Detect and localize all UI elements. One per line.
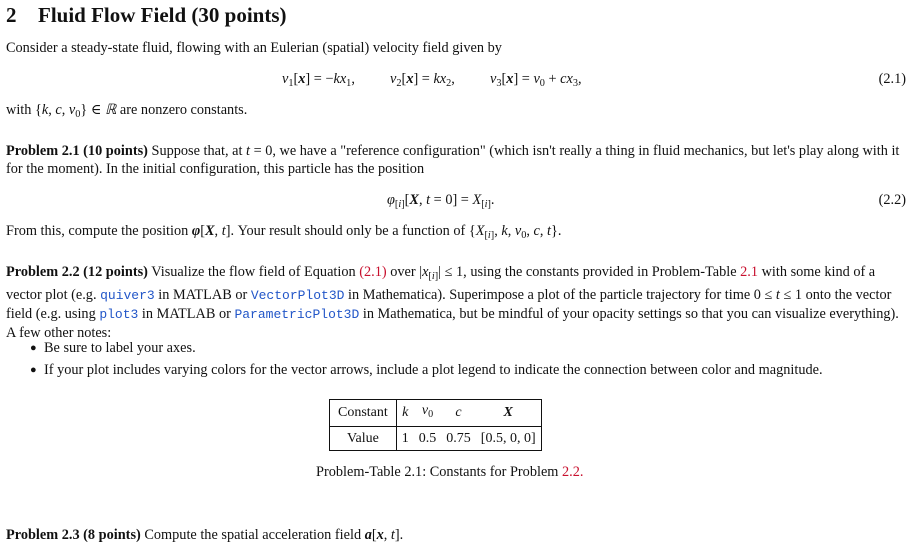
code-plot3: plot3 <box>99 307 139 323</box>
code-parametricplot3d: ParametricPlot3D <box>234 307 360 323</box>
equation-number-2-1: (2.1) <box>878 71 906 87</box>
problem-2-3-text: Problem 2.3 (8 points) Compute the spatial acceleration field a[x, t]. <box>6 527 404 543</box>
equation-velocity-field: $v_1[x] = -kx_1$, $v_2[x] = kx_2$, $v_3[x] = v_0 + cx_3$, <box>282 71 582 90</box>
table-caption: Problem-Table 2.1: Constants for Problem 2.2. <box>316 464 584 480</box>
problem-2-1-followup: From this, compute the position φ[X, t]. Your result should only be a function of {$X_{[i]}$, k, $v_0$, c, t}. <box>6 223 562 242</box>
table-row <box>330 400 542 427</box>
table-cell: 0.5 <box>414 427 442 451</box>
table-header-k: k <box>396 400 414 427</box>
table-cell: 0.75 <box>441 427 476 451</box>
code-vectorplot3d: VectorPlot3D <box>250 288 345 304</box>
problem-2-2-label: Problem 2.2 <box>6 264 80 280</box>
equation-ref-link[interactable]: (2.1) <box>359 264 387 280</box>
constants-statement: with {k, c, $v_0$} ∈ ℝ are nonzero constants. <box>6 102 248 121</box>
intro-text: Consider a steady-state fluid, flowing with an Eulerian (spatial) velocity field given by <box>6 40 502 56</box>
problem-2-3-label: Problem 2.3 <box>6 527 80 543</box>
table-header-constant: Constant <box>330 400 397 427</box>
section-heading <box>6 2 287 28</box>
section-number: 2 <box>6 3 17 27</box>
table-header-v0: $v_0$ <box>414 400 442 427</box>
table-cell: 1 <box>396 427 414 451</box>
table-ref-link[interactable]: 2.1 <box>740 264 758 280</box>
problem-2-2-points: (12 points) <box>83 264 148 280</box>
problem-ref-link[interactable]: 2.2. <box>562 464 584 480</box>
equation-reference-config: $\varphi_{[i]}[X$, $t = 0] = X_{[i]}$. <box>387 192 495 211</box>
table-row <box>330 427 542 451</box>
constants-table <box>329 399 542 451</box>
bullet-icon: ● <box>30 364 37 376</box>
problem-2-1-text: Problem 2.1 (10 points) Suppose that, at t = 0, we have a "reference configuration" (which isn't really a thing in fluid mechanics, but let's play along with it for the moment). In the initial configuration, this particle has the position <box>6 143 900 177</box>
table-header-value: Value <box>330 427 397 451</box>
table-header-X: X <box>476 400 541 427</box>
problem-2-1-points: (10 points) <box>83 143 148 159</box>
table-cell: [0.5, 0, 0] <box>476 427 541 451</box>
equation-number-2-2: (2.2) <box>878 192 906 208</box>
problem-2-2-text: Problem 2.2 (12 points) Visualize the flow field of Equation (2.1) over $|x_{[i]}| \le 1$, using the constants provided in Problem-Table 2.1 with some kind of a vector plot (e.g. quiver3 in MATLAB or VectorPlot3D in Mathematica). Superimpose a plot of the particle trajectory for time 0 ≤ t ≤ 1 onto the vector field (e.g. using plot3 in MATLAB or ParametricPlot3D in Mathematica, but be mindful of your opacity settings so that you can visualize everything). A few other notes: <box>6 264 899 342</box>
problem-2-1-label: Problem 2.1 <box>6 143 80 159</box>
bullet-item: ● Be sure to label your axes. <box>30 340 196 356</box>
problem-2-3-points: (8 points) <box>83 527 141 543</box>
table-header-c: c <box>441 400 476 427</box>
code-quiver3: quiver3 <box>100 288 155 304</box>
bullet-item: ● If your plot includes varying colors for the vector arrows, include a plot legend to indicate the connection between color and magnitude. <box>30 362 823 378</box>
bullet-icon: ● <box>30 342 37 354</box>
section-title: Fluid Flow Field (30 points) <box>38 3 287 27</box>
